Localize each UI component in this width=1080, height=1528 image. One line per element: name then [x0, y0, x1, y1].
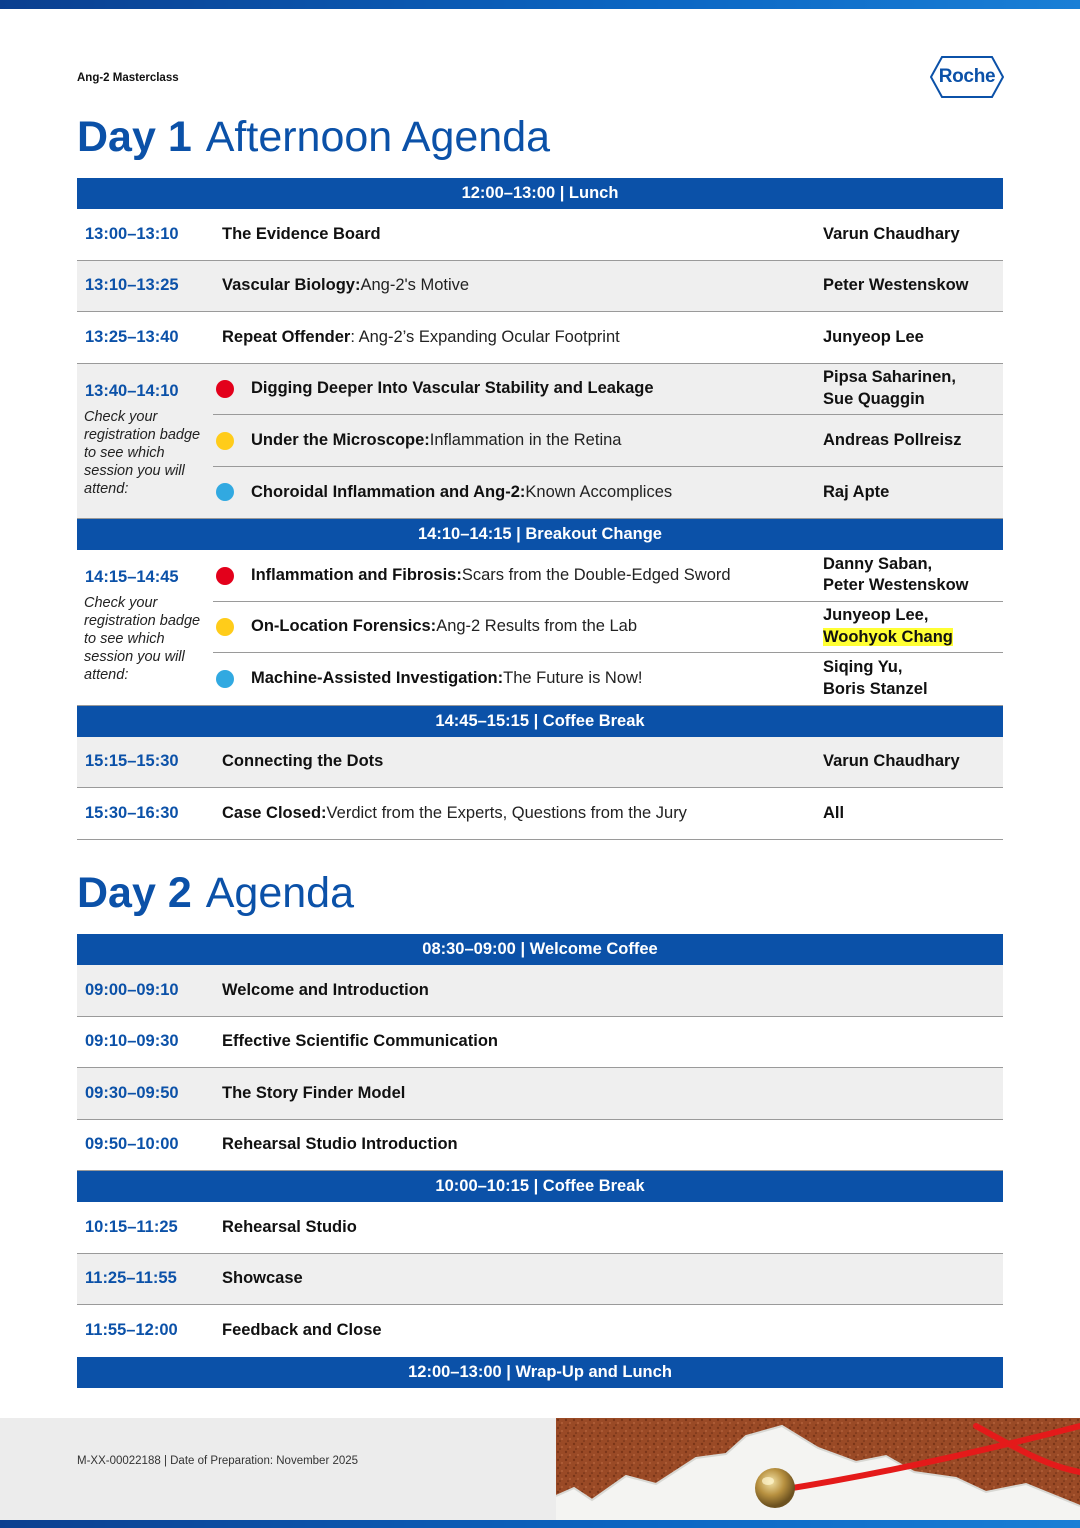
row-title [222, 965, 429, 1016]
footer [0, 1418, 1080, 1520]
blue-dot-icon [216, 670, 234, 688]
session-speaker [823, 415, 961, 466]
row-title-bold: Feedback and Close [222, 1321, 382, 1340]
band-wrap-up: 12:00–13:00 | Wrap-Up and Lunch [77, 1357, 1003, 1388]
speaker-name: Sue Quaggin [823, 389, 925, 408]
group-note: Check your registration badge to see which session you will attend: [84, 595, 201, 683]
session-title-bold: Under the Microscope: [251, 430, 430, 449]
footer-note: M-XX-00022188 | Date of Preparation: November 2025 [77, 1455, 359, 1467]
session-title-bold: Choroidal Inflammation and Ang-2: [251, 482, 526, 501]
session-title-bold: Machine-Assisted Investigation: [251, 669, 504, 688]
highlighted-speaker-name: Woohyok Chang [823, 627, 953, 646]
row-time: 13:25–13:40 [85, 327, 179, 346]
agenda-row [77, 312, 1003, 364]
row-speaker [823, 788, 844, 839]
day2-agenda [77, 934, 1003, 1388]
agenda-row [77, 1305, 1003, 1357]
agenda-row [77, 1120, 1003, 1172]
row-title [222, 1017, 498, 1068]
row-speaker [823, 261, 969, 312]
row-title-bold: Rehearsal Studio Introduction [222, 1135, 458, 1154]
agenda-row [77, 1017, 1003, 1069]
breakout-session [213, 467, 1003, 519]
logo-text: Roche [938, 66, 996, 87]
speaker-name: Raj Apte [823, 482, 890, 501]
day1-heading [77, 112, 550, 162]
roche-logo [930, 56, 1004, 98]
agenda-row [77, 261, 1003, 313]
session-title-rest: Known Accomplices [525, 482, 673, 501]
row-title-bold: Effective Scientific Communication [222, 1032, 498, 1051]
row-time: 11:25–11:55 [85, 1269, 177, 1288]
session-title [251, 653, 643, 705]
session-title-rest: Inflammation in the Retina [429, 430, 622, 449]
group-note: Check your registration badge to see which session you will attend: [84, 408, 201, 497]
breakout-group-1 [77, 364, 1003, 520]
session-speaker [823, 550, 969, 601]
speaker-name: Varun Chaudhary [823, 752, 960, 770]
red-dot-icon [216, 567, 234, 585]
row-title-bold: The Story Finder Model [222, 1083, 406, 1102]
row-time: 13:10–13:25 [85, 276, 179, 295]
breakout-session [213, 653, 1003, 705]
session-title [251, 467, 672, 519]
row-title [222, 1202, 357, 1253]
speaker-name: Peter Westenskow [823, 276, 969, 294]
day2-heading-light: Agenda [205, 869, 355, 917]
row-title [222, 1068, 405, 1119]
day1-heading-bold: Day 1 [77, 113, 192, 161]
row-title [222, 1305, 382, 1357]
day2-heading-bold: Day 2 [77, 869, 192, 917]
row-speaker [823, 737, 960, 788]
speaker-name: Junyeop Lee, [823, 606, 929, 625]
blue-dot-icon [216, 483, 234, 501]
band-breakout-change: 14:10–14:15 | Breakout Change [77, 519, 1003, 550]
row-title [222, 209, 381, 260]
speaker-name: Peter Westenskow [823, 576, 969, 595]
row-title-rest: Ang-2's Motive [360, 276, 470, 295]
row-speaker [823, 209, 960, 260]
row-title-rest: Verdict from the Experts, Questions from the Jury [326, 803, 687, 822]
session-title [251, 364, 654, 415]
breakout-session [213, 602, 1003, 654]
band-coffee-break: 14:45–15:15 | Coffee Break [77, 706, 1003, 737]
row-time: 09:00–09:10 [85, 980, 179, 999]
row-title-bold: Rehearsal Studio [222, 1217, 357, 1236]
event-kicker: Ang-2 Masterclass [77, 72, 179, 84]
session-title [251, 602, 637, 653]
agenda-row [77, 788, 1003, 840]
speaker-name: Andreas Pollreisz [823, 430, 962, 449]
speaker-name: Siqing Yu, [823, 658, 903, 677]
speaker-name: Danny Saban, [823, 554, 933, 573]
row-time: 09:30–09:50 [85, 1083, 179, 1102]
row-title-bold: Connecting the Dots [222, 752, 384, 771]
speaker-name: Boris Stanzel [823, 679, 928, 698]
session-title-rest: The Future is Now! [503, 669, 643, 688]
session-speaker [823, 602, 953, 653]
yellow-dot-icon [216, 432, 234, 450]
row-title-bold: Case Closed: [222, 803, 327, 822]
agenda-row [77, 209, 1003, 261]
session-speaker [823, 467, 889, 519]
group-time: 13:40–14:10 [85, 381, 179, 400]
agenda-row [77, 1254, 1003, 1306]
row-speaker [823, 312, 924, 363]
row-time: 15:30–16:30 [85, 803, 179, 822]
session-title-rest: Ang-2 Results from the Lab [436, 617, 638, 636]
row-title [222, 1254, 303, 1305]
row-title-bold: Vascular Biology: [222, 276, 361, 295]
row-title-bold: Welcome and Introduction [222, 980, 429, 999]
band-lunch: 12:00–13:00 | Lunch [77, 178, 1003, 209]
group-time: 14:15–14:45 [85, 568, 179, 586]
row-time: 10:15–11:25 [85, 1217, 178, 1236]
speaker-name: Junyeop Lee [823, 327, 924, 346]
row-title [222, 1120, 458, 1171]
session-speaker [823, 653, 928, 705]
row-title [222, 788, 687, 839]
row-title-bold: The Evidence Board [222, 224, 381, 243]
agenda-row [77, 737, 1003, 789]
row-time: 13:00–13:10 [85, 224, 179, 243]
agenda-row [77, 965, 1003, 1017]
day1-heading-light: Afternoon Agenda [205, 113, 551, 161]
session-title [251, 415, 621, 466]
breakout-session [213, 415, 1003, 467]
row-time: 09:10–09:30 [85, 1032, 179, 1051]
row-time: 11:55–12:00 [85, 1321, 178, 1340]
speaker-name: All [823, 803, 845, 822]
agenda-row [77, 1068, 1003, 1120]
speaker-name: Pipsa Saharinen, [823, 368, 956, 387]
band-coffee-break: 10:00–10:15 | Coffee Break [77, 1171, 1003, 1202]
row-title [222, 261, 469, 312]
session-title-bold: Inflammation and Fibrosis: [251, 565, 462, 584]
band-welcome-coffee: 08:30–09:00 | Welcome Coffee [77, 934, 1003, 965]
session-speaker [823, 364, 956, 415]
day1-agenda [77, 178, 1003, 840]
yellow-dot-icon [216, 618, 234, 636]
row-time: 09:50–10:00 [85, 1135, 179, 1154]
bottom-accent-bar [0, 1520, 1080, 1528]
row-title [222, 312, 620, 363]
session-title-bold: Digging Deeper Into Vascular Stability and Leakage [251, 379, 654, 398]
speaker-name: Varun Chaudhary [823, 224, 960, 243]
breakout-session [213, 550, 1003, 602]
row-time: 15:15–15:30 [85, 752, 179, 771]
session-title [251, 550, 731, 601]
row-title [222, 737, 383, 788]
corkboard-pin-string-image [556, 1418, 1080, 1520]
row-title-bold: Repeat Offender [222, 327, 351, 346]
agenda-row [77, 1202, 1003, 1254]
row-title-bold: Showcase [222, 1269, 303, 1288]
session-title-bold: On-Location Forensics: [251, 617, 437, 636]
row-title-rest: : Ang-2’s Expanding Ocular Footprint [350, 327, 620, 346]
top-accent-bar [0, 0, 1080, 9]
breakout-session [213, 364, 1003, 416]
red-dot-icon [216, 380, 234, 398]
day2-heading [77, 868, 354, 918]
session-title-rest: Scars from the Double-Edged Sword [461, 565, 731, 584]
breakout-group-2 [77, 550, 1003, 706]
